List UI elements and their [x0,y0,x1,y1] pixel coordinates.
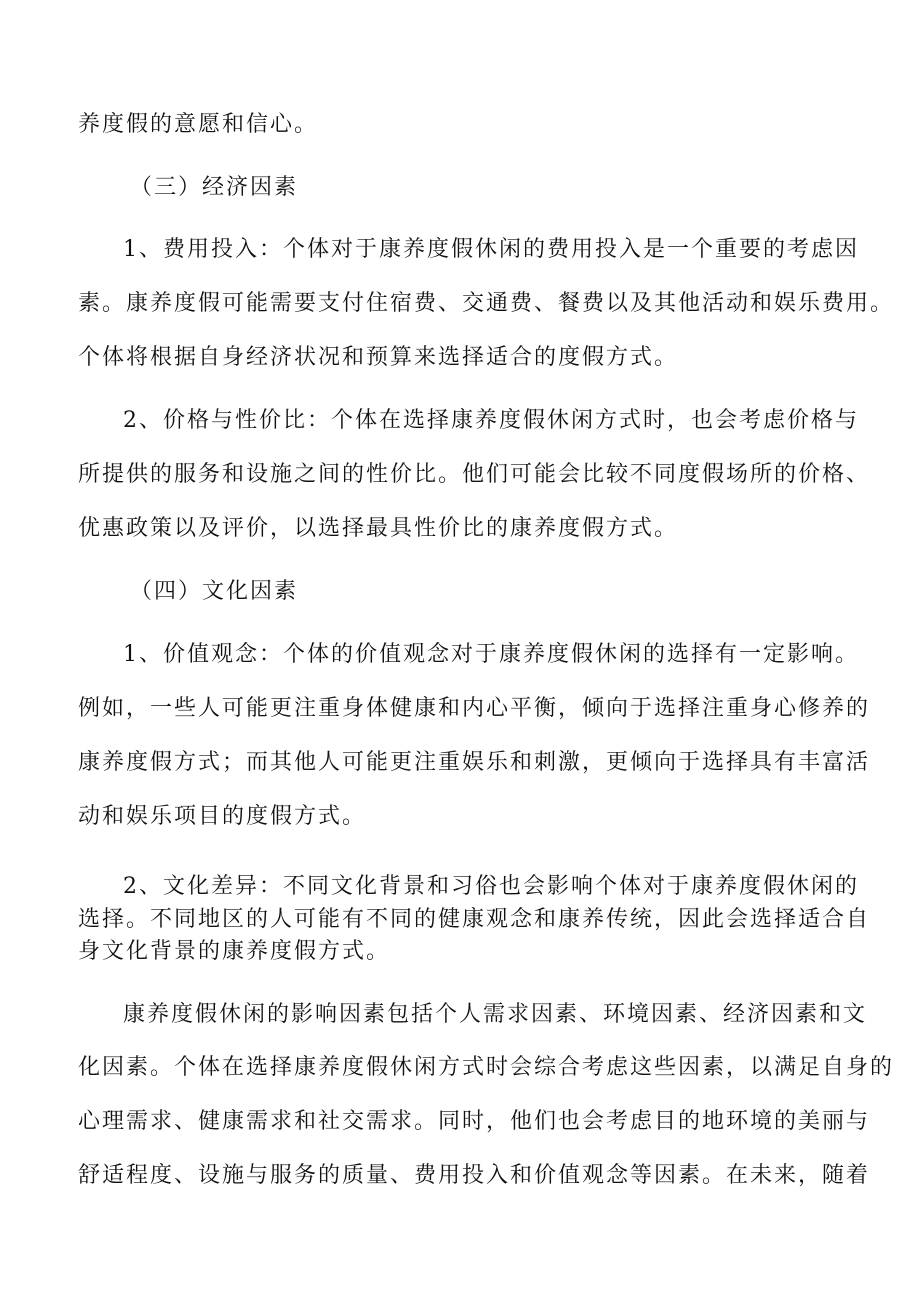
section-heading-cultural: （四）文化因素 [130,579,299,604]
paragraph-line: 2、价格与性价比：个体在选择康养度假休闲方式时，也会考虑价格与 [123,408,859,433]
paragraph-line: 舒适程度、设施与服务的质量、费用投入和价值观念等因素。在未来，随着 [78,1163,871,1188]
paragraph-line: 化因素。个体在选择康养度假休闲方式时会综合考虑这些因素，以满足自身的 [78,1055,895,1080]
paragraph-line: 所提供的服务和设施之间的性价比。他们可能会比较不同度假场所的价格、 [78,462,871,487]
paragraph-line: 优惠政策以及评价，以选择最具性价比的康养度假方式。 [78,516,679,541]
paragraph-line: 1、价值观念：个体的价值观念对于康养度假休闲的选择有一定影响。 [123,642,859,667]
paragraph-line: 身文化背景的康养度假方式。 [78,939,391,964]
paragraph-line: 选择。不同地区的人可能有不同的健康观念和康养传统，因此会选择适合自 [78,907,871,932]
paragraph-line: 动和娱乐项目的度假方式。 [78,804,367,829]
paragraph-line: 例如，一些人可能更注重身体健康和内心平衡，倾向于选择注重身心修养的 [78,696,871,721]
paragraph-line: 个体将根据自身经济状况和预算来选择适合的度假方式。 [78,345,679,370]
paragraph-line: 康养度假休闲的影响因素包括个人需求因素、环境因素、经济因素和文 [123,1002,868,1027]
section-heading-economic: （三）经济因素 [130,175,299,200]
paragraph-line: 养度假的意愿和信心。 [78,112,319,137]
paragraph-line: 2、文化差异：不同文化背景和习俗也会影响个体对于康养度假休闲的 [123,874,859,899]
paragraph-line: 素。康养度假可能需要支付住宿费、交通费、餐费以及其他活动和娱乐费用。 [78,291,895,316]
paragraph-line: 康养度假方式；而其他人可能更注重娱乐和刺激，更倾向于选择具有丰富活 [78,750,871,775]
paragraph-line: 1、费用投入：个体对于康养度假休闲的费用投入是一个重要的考虑因 [123,237,859,262]
paragraph-line: 心理需求、健康需求和社交需求。同时，他们也会考虑目的地环境的美丽与 [78,1109,871,1134]
